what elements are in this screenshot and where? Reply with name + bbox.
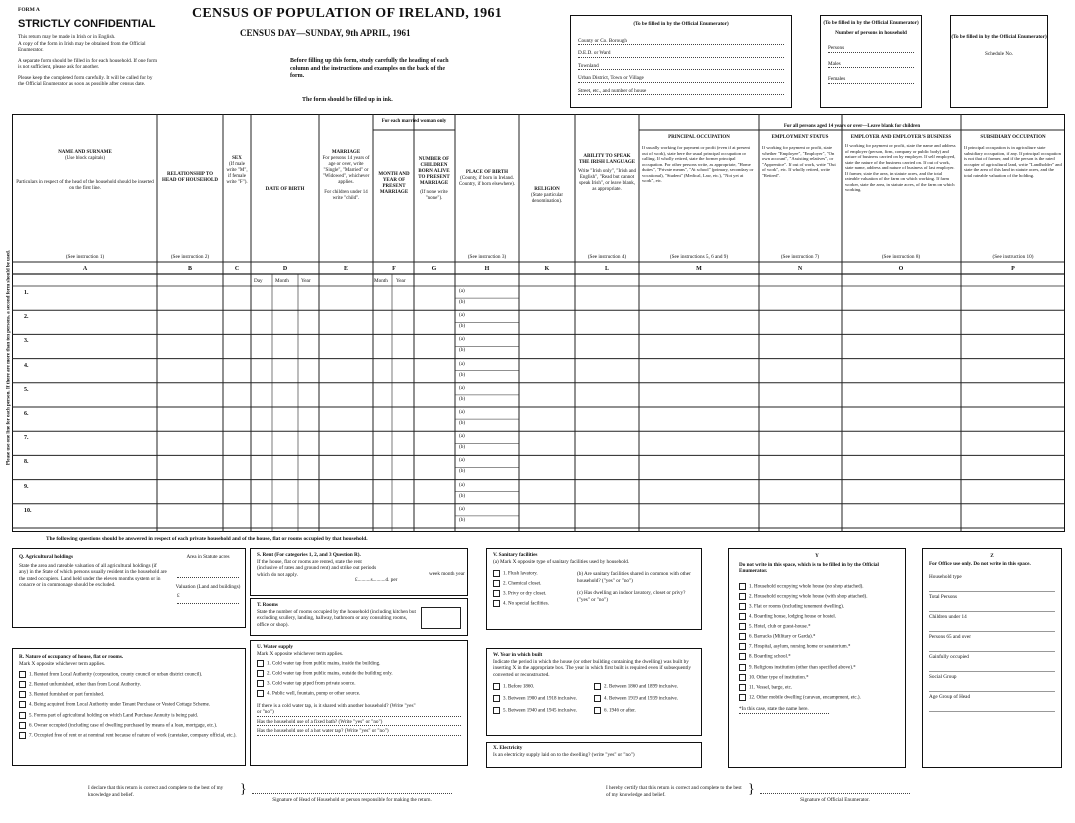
row-a-label: (a) [459, 409, 465, 415]
u-title: U. Water supply [257, 644, 293, 650]
r-option[interactable] [19, 712, 239, 720]
option-label: 4. Public well, fountain, pump or other source. [267, 692, 361, 698]
persons14-header: For all persons aged 14 years or over—Leave blank for children [783, 124, 921, 129]
row-b-label: (b) [459, 347, 466, 354]
col-title: NUMBER OF CHILDREN BORN ALIVE TO PRESENT MARRIAGE [418, 157, 450, 186]
d-month: Month [275, 278, 289, 284]
bracket-right: } [748, 782, 755, 797]
col-title: MARRIAGE [331, 150, 361, 155]
y-option[interactable] [739, 653, 895, 661]
ink-note: The form should be filled up in ink. [302, 97, 393, 103]
checkbox[interactable] [594, 695, 601, 702]
w-text: Indicate the period in which the house (or other building containing the dwelling) was built by inserting X in the appropriate box. The year in which first built is required even if subsequently converted or reconstructed. [493, 658, 691, 678]
col-sub: For persons 14 years of age or over, write "Single", "Married" or "Widowed", whichever applies. [322, 156, 370, 185]
q-text: State the area and rateable valuation of all agricultural holdings (if any) in the State of which persons usually resident in the household are the rated occupiers. Land held under the eleven months system or in conacre or in commonage should be excluded. [19, 562, 167, 588]
col-header-a [14, 148, 156, 194]
col-title: ABILITY TO SPEAK THE IRISH LANGUAGE [578, 154, 636, 165]
option-label: 4. Boarding house, lodging house or hostel. [749, 614, 837, 620]
y-sub: Do not write in this space, which is to be filled in by the Official Enumerator. [739, 561, 879, 574]
x-text[interactable]: Is an electricity supply laid on to the dwelling? (write "yes" or "no") [493, 751, 635, 758]
checkbox[interactable] [19, 732, 26, 739]
col-header-b [158, 170, 222, 186]
z-sub: For Office use only. Do not write in this space. [929, 560, 1031, 567]
s-amount[interactable]: £..........s..........d. per [355, 577, 398, 583]
checkbox[interactable] [739, 664, 746, 671]
y-items [729, 577, 905, 703]
checkbox[interactable] [257, 660, 264, 667]
row-a-label: (a) [459, 481, 465, 488]
col-letter-b: B [187, 266, 192, 272]
checkbox[interactable] [493, 580, 500, 587]
y-title: Y [815, 553, 819, 559]
col-header-n [760, 133, 840, 180]
col-sub: (Use block capitals) [65, 156, 105, 161]
option-label: 1. Household occupying whole house (no shop attached). [749, 584, 864, 590]
z-title: Z [990, 553, 994, 559]
t-title: T. Rooms [257, 602, 278, 608]
row-b-label: (b) [459, 444, 466, 451]
col-title: PRINCIPAL OCCUPATION [668, 135, 730, 140]
v-items [493, 568, 573, 611]
question-q [12, 548, 246, 628]
w-option[interactable] [594, 683, 695, 691]
q-area-label: Area in Statute acres [186, 554, 230, 560]
q-valuation-label: Valuation (Land and buildings) [175, 583, 241, 590]
field-label: County or Co. Borough [578, 37, 627, 44]
q-area-input[interactable] [177, 567, 239, 578]
col-title: SEX [232, 156, 242, 161]
row-number: 1. [24, 290, 29, 296]
v-title: V. Sanitary facilities [493, 552, 538, 558]
z-field[interactable]: Children under 14 [929, 612, 1055, 632]
question-v [486, 548, 702, 630]
col-sub: If working for payment or profit, state the name and address of employer (person, firm, company or public body) and nature of business carried on by employer. If self employed, state the nature of the business carried on. If out of work, state name, address and nature of business of last employer. If farmer, state the area, in statute acres, and the total rateable valuation of the farm on which working. If farm worker, state the area, in statute acres, of the farm on which working. [845, 143, 956, 192]
u-items [257, 660, 461, 699]
option-label: 9. Religious institution (other than specified above).* [749, 665, 856, 671]
u-option[interactable] [257, 690, 461, 698]
z-items [923, 568, 1061, 716]
question-y [728, 548, 906, 768]
u-q3[interactable]: Has the household use of a hot water tap? (Write "yes" or "no") [257, 728, 461, 736]
col-title: DATE OF BIRTH [265, 187, 305, 192]
checkbox[interactable] [493, 600, 500, 607]
option-label: 5. Between 1940 and 1945 inclusive. [503, 708, 578, 714]
col-letter-o: O [898, 266, 904, 272]
col-letter-m: M [696, 266, 702, 272]
page-title: CENSUS OF POPULATION OF IRELAND, 1961 [192, 6, 503, 21]
study-note: Before filling up this form, study carefully the heading of each column and the instructions and examples on the back of the form. [290, 58, 449, 79]
instr-l: (See instruction 4) [587, 254, 627, 260]
f-year: Year [396, 278, 406, 284]
schedule-box-title: (To be filled in by the Official Enumerator) [951, 34, 1047, 40]
col-note: For children under 14 write "child". [324, 190, 368, 201]
option-label: 7. Hospital, asylum, nursing home or sanatorium.* [749, 644, 851, 650]
col-note: Particulars in respect of the head of the household should be inserted on the first line. [16, 180, 154, 191]
row-b-label: (b) [459, 323, 466, 330]
row-number: 9. [24, 483, 29, 490]
checkbox[interactable] [739, 603, 746, 610]
option-label: 3. Cold water tap piped from private source. [267, 681, 356, 687]
row-b-label: (b) [459, 492, 466, 499]
field-label: D.E.D. or Ward [578, 50, 611, 56]
y-option[interactable] [739, 633, 895, 641]
r-title: R. Nature of occupancy of house, flat or rooms. [19, 654, 124, 660]
option-label: 5. Hotel, club or guest-house.* [749, 624, 811, 630]
col-title: EMPLOYER AND EMPLOYER'S BUSINESS [850, 135, 952, 140]
checkbox[interactable] [739, 643, 746, 650]
question-x [486, 742, 702, 768]
checkbox[interactable] [739, 694, 746, 701]
declaration-right: I hereby certify that this return is correct and complete to the best of my knowledge and belief. [606, 785, 742, 798]
y-option[interactable] [739, 613, 895, 621]
row-number: 4. [24, 362, 29, 369]
option-label: 1. Flush lavatory. [503, 571, 538, 577]
col-sub: (If none write "none"). [420, 190, 448, 201]
r-option[interactable] [19, 722, 239, 730]
col-header-g [415, 155, 453, 204]
t-text: State the number of rooms occupied by the household (including kitchen but excluding scullery, landing, hallway, bathroom or any consulting rooms, office or shop). [257, 608, 416, 628]
option-label: 2. Rented unfurnished, other than from Local Authority. [29, 682, 141, 688]
question-u [250, 640, 468, 766]
field-label: Females [828, 76, 846, 82]
option-label: 6. Barracks (Military or Garda).* [749, 634, 816, 640]
checkbox[interactable] [739, 583, 746, 590]
r-items [19, 671, 239, 740]
y-option[interactable] [739, 674, 895, 682]
y-option[interactable] [739, 593, 895, 601]
row-a-label: (a) [459, 360, 465, 367]
r-option[interactable] [19, 732, 239, 740]
checkbox[interactable] [739, 684, 746, 691]
option-label: 2. Chemical closet. [503, 581, 542, 587]
checkbox[interactable] [19, 701, 26, 708]
instr-h: (See instruction 3) [467, 254, 507, 260]
col-header-f [374, 170, 414, 198]
s-text: If the house, flat or rooms are rented, state the rent (inclusive of rates and ground rent) and strike out periods which do not apply. [257, 558, 377, 578]
col-letter-f: F [392, 266, 396, 272]
row-a-label: (a) [459, 288, 465, 294]
y-option[interactable] [739, 684, 895, 692]
y-option[interactable] [739, 623, 895, 631]
v-option[interactable] [493, 570, 573, 578]
col-sub: If principal occupation is in agriculture state subsidiary occupation, if any. If principal occupation is not that of farmer, and if the person is the rated occupier of agricultural land, write "Landholder" and state the area of this land in statute acres, and the total rateable valuation of the holding. [964, 145, 1062, 178]
row-b-label: (b) [459, 420, 466, 426]
u-option[interactable] [257, 680, 461, 688]
checkbox[interactable] [739, 593, 746, 600]
col-letter-k: K [544, 266, 550, 272]
u-option[interactable] [257, 660, 461, 668]
z-field[interactable]: Total Persons [929, 592, 1055, 612]
intro-line: A separate form should be filled in for each household. If one form is not sufficient, please ask for another. [18, 57, 158, 70]
v-option[interactable] [493, 580, 573, 588]
col-letter-d: D [282, 266, 288, 272]
q-valuation-input[interactable] [177, 593, 239, 604]
field-label: Urban District, Town or Village [578, 75, 644, 81]
d-year: Year [301, 278, 311, 284]
u-sub: Mark X opposite whichever term applies. [257, 650, 344, 657]
col-sub: If usually working for payment or profit (even if at present out of work), state here the usual principal occupation or calling. If wholly retired, state the former principal occupation. For other persons write, as appropriate, "Home duties", "Private means", "At school" (primary, secondary or vocational), "Student" (Medical, Law, etc.), "Not yet at work", etc. [642, 145, 754, 183]
checkbox[interactable] [594, 707, 601, 714]
w-option[interactable] [493, 707, 594, 715]
v-c[interactable]: (c) Has dwelling an indoor lavatory, closet or privy? ("yes" or "no") [577, 590, 686, 603]
checkbox[interactable] [19, 722, 26, 729]
option-label: 2. Between 1860 and 1899 inclusive. [604, 684, 679, 690]
option-label: 4. Between 1919 and 1939 inclusive. [604, 696, 679, 702]
col-header-p [962, 133, 1064, 180]
col-title: RELIGION [534, 187, 560, 192]
col-title: NAME AND SURNAME [58, 150, 112, 155]
checkbox[interactable] [594, 683, 601, 690]
row-b-label: (b) [459, 371, 466, 378]
question-w [486, 648, 702, 736]
col-header-d [252, 185, 318, 195]
persons-box-subtitle: Number of persons in household [835, 29, 907, 36]
col-title: EMPLOYMENT STATUS [771, 135, 829, 140]
field-label: Persons [828, 45, 845, 51]
z-field[interactable]: Gainfully occupied [929, 652, 1055, 672]
y-foot[interactable]: *In this case, state the name here. [739, 706, 829, 714]
col-title: RELATIONSHIP TO HEAD OF HOUSEHOLD [162, 172, 218, 183]
census-day: CENSUS DAY—SUNDAY, 9th APRIL, 1961 [240, 28, 411, 38]
option-label: 4. No special facilities. [503, 602, 549, 608]
persons-box-title: (To be filled in by the Official Enumerator) [823, 20, 919, 26]
u-option[interactable] [257, 670, 461, 678]
y-option[interactable] [739, 664, 895, 672]
option-label: 3. Flat or rooms (including tenement dwelling). [749, 604, 844, 610]
col-letter-c: C [234, 266, 240, 272]
option-label: 1. Rented from Local Authority (corporation, county council or urban district council). [29, 672, 203, 678]
enumerator-box-title: (To be filled in by the Official Enumerator) [633, 21, 729, 27]
y-option[interactable] [739, 694, 895, 702]
r-option[interactable] [19, 701, 239, 709]
s-periods[interactable]: week month year [429, 571, 465, 577]
col-header-l [576, 152, 638, 195]
checkbox[interactable] [19, 691, 26, 698]
row-b-label: (b) [459, 395, 466, 402]
col-letter-e: E [343, 266, 348, 272]
row-number: 5. [24, 386, 29, 393]
checkbox[interactable] [739, 613, 746, 620]
row-a-label: (a) [459, 312, 465, 319]
option-label: 3. Between 1900 and 1918 inclusive. [503, 696, 578, 702]
checkbox[interactable] [739, 653, 746, 660]
checkbox[interactable] [493, 683, 500, 690]
field-label: Street, etc., and number of house [578, 87, 647, 94]
u-q2[interactable]: Has the household use of a fixed bath? (Write "yes" or "no") [257, 719, 461, 727]
option-label: 3. Privy or dry closet. [503, 591, 547, 597]
intro-line: A copy of the form in Irish may be obtained from the Official Enumerator. [18, 40, 146, 53]
t-input[interactable] [421, 607, 461, 629]
y-option[interactable] [739, 603, 895, 611]
option-label: 6. Owner occupied (including case of dwelling purchased by means of a loan, mortgage, etc.). [29, 723, 218, 729]
option-label: 2. Household occupying whole house (with shop attached). [749, 594, 868, 600]
z-field[interactable]: Social Group [929, 672, 1055, 692]
signature-enumerator-field[interactable] [760, 792, 910, 794]
w-title: W. Year in which built [493, 652, 543, 658]
checkbox[interactable] [739, 623, 746, 630]
option-label: 5. Forms part of agricultural holding on which Land Purchase Annuity is being paid. [29, 713, 198, 719]
option-label: 1. Before 1860. [503, 684, 535, 690]
z-field[interactable]: Household type [929, 572, 1055, 592]
s-title: S. Rent (For categories 1, 2, and 3 Question R). [257, 552, 361, 558]
intro-line: Please keep the completed form carefully. It will be called for by the Official Enumerator as soon as possible after census date. [18, 74, 153, 87]
signature-enumerator-label: Signature of Official Enumerator. [800, 797, 870, 803]
r-option[interactable] [19, 691, 239, 699]
d-day: Day [254, 278, 263, 284]
r-option[interactable] [19, 681, 239, 689]
col-header-e [320, 148, 372, 204]
row-number: 10. [24, 507, 32, 514]
col-sub: Write "Irish only", "Irish and English", "Read but cannot speak Irish", or leave blank, as appropriate. [578, 169, 636, 192]
row-a-label: (a) [459, 336, 465, 343]
checkbox[interactable] [493, 707, 500, 714]
option-label: 2. Cold water tap from public mains, outside the building only. [267, 671, 393, 677]
v-option[interactable] [493, 590, 573, 598]
col-title: MONTH AND YEAR OF PRESENT MARRIAGE [378, 172, 410, 195]
checkbox[interactable] [257, 690, 264, 697]
row-number: 2. [24, 314, 29, 321]
schedule-no-label[interactable]: Schedule No. [985, 50, 1013, 57]
col-title: PLACE OF BIRTH [465, 170, 509, 175]
r-sub: Mark X opposite whichever term applies. [19, 660, 106, 667]
option-label: 7. Occupied free of rent or at nominal rent because of nature of work (caretaker, company official, etc.). [29, 733, 237, 739]
col-header-o [843, 133, 959, 195]
option-label: 3. Rented furnished or part furnished. [29, 692, 105, 698]
checkbox[interactable] [19, 681, 26, 688]
checkbox[interactable] [493, 570, 500, 577]
col-header-c [224, 155, 250, 187]
col-title: SUBSIDIARY OCCUPATION [980, 135, 1046, 140]
option-label: 1. Cold water tap from public mains, inside the building. [267, 661, 381, 667]
row-b-label: (b) [459, 516, 466, 523]
row-b-label: (b) [459, 468, 466, 475]
married-women-header: For each married woman only [381, 119, 447, 124]
instr-m: (See instructions 5, 6 and 9) [669, 254, 729, 260]
option-label: 4. Being acquired from Local Authority under Tenant Purchase or Vested Cottage Scheme. [29, 703, 211, 709]
field-label: Townland [578, 62, 599, 69]
option-label: 10. Other type of institution.* [749, 675, 809, 681]
option-label: 12. Other mobile dwelling (caravan, encampment, etc.). [749, 695, 861, 701]
question-r [12, 648, 246, 766]
f-month: Month [374, 278, 388, 284]
pound-sign: £ [177, 593, 180, 599]
row-a-label: (a) [459, 384, 465, 391]
v-option[interactable] [493, 600, 573, 608]
r-option[interactable] [19, 671, 239, 679]
w-option[interactable] [594, 695, 695, 703]
w-option[interactable] [493, 683, 594, 691]
checkbox[interactable] [257, 670, 264, 677]
row-number: 6. [24, 411, 29, 417]
row-number: 3. [24, 338, 29, 345]
col-header-m [640, 133, 758, 186]
intro-line: This return may be made in Irish or in English. [18, 34, 116, 40]
col-letter-p: P [1011, 266, 1015, 272]
checkbox[interactable] [19, 712, 26, 719]
u-q1[interactable]: If there is a cold water tap, is it shared with another household? (Write "yes" or "no") [257, 703, 461, 717]
checkbox[interactable] [19, 671, 26, 678]
v-sub: (a) Mark X opposite type of sanitary facilities used by household. [493, 558, 630, 565]
instr-o: (See instruction 8) [881, 254, 921, 260]
w-option[interactable] [493, 695, 594, 703]
option-label: 8. Boarding school.* [749, 655, 791, 661]
option-label: 11. Vessel, barge, etc. [749, 685, 793, 691]
row-b-label: (b) [459, 299, 466, 305]
col-letter-g: G [431, 266, 437, 272]
questions-intro: The following questions should be answered in respect of each private household and of the house, flat or rooms occupied by that household. [46, 536, 368, 542]
question-z [922, 548, 1062, 768]
col-sub: (If male write "M", if female write "F"). [226, 162, 248, 185]
instr-n: (See instruction 7) [780, 254, 820, 260]
confidential-heading: STRICTLY CONFIDENTIAL [18, 18, 156, 30]
row-a-label: (a) [459, 457, 465, 464]
col-letter-a: A [82, 266, 88, 272]
checkbox[interactable] [493, 590, 500, 597]
col-header-k [520, 185, 574, 207]
z-field[interactable]: Persons 65 and over [929, 632, 1055, 652]
signature-head-field[interactable] [252, 792, 452, 794]
checkbox[interactable] [257, 680, 264, 687]
col-letter-n: N [797, 266, 803, 272]
declaration-left: I declare that this return is correct and complete to the best of my knowledge and belief. [88, 785, 224, 798]
instr-p: (See instruction 10) [992, 254, 1034, 260]
question-t [250, 598, 468, 636]
signature-head-label: Signature of Head of Household or person responsible for making the return. [272, 797, 432, 803]
row-number: 7. [24, 435, 29, 442]
checkbox[interactable] [739, 633, 746, 640]
form-label: FORM A [18, 7, 40, 13]
col-letter-l: L [604, 266, 609, 272]
w-option[interactable] [594, 707, 695, 715]
col-sub: (County, if born in Ireland. Country, if born elsewhere). [458, 176, 516, 187]
field-label: Males [828, 60, 841, 67]
instr-a: (See instruction 1) [65, 254, 105, 260]
bracket-left: } [240, 782, 247, 797]
col-letter-h: H [484, 266, 490, 272]
row-a-label: (a) [459, 433, 465, 440]
col-header-h [456, 168, 518, 190]
row-a-label: (a) [459, 505, 465, 512]
v-b[interactable]: (b) Are sanitary facilities shared in common with other household? ("yes" or "no") [577, 571, 691, 584]
option-label: 6. 1946 or after. [604, 708, 636, 714]
row-number: 8. [24, 459, 29, 466]
instr-b: (See instruction 2) [170, 254, 210, 260]
col-sub: If working for payment or profit, state whether "Employee", "Employer", "On own account", "Assisting relatives", or "Apprentice". If out of work, write "Out of work", etc. If wholly retired, write "Retired". [762, 145, 836, 178]
checkbox[interactable] [739, 674, 746, 681]
z-field[interactable]: Age Group of Head [929, 692, 1055, 712]
col-sub: (State particular denomination). [530, 193, 564, 204]
checkbox[interactable] [493, 695, 500, 702]
side-note: Please use one line for each person. If there are more than ten persons, a second form should be used. [6, 249, 12, 466]
y-option[interactable] [739, 583, 895, 591]
y-option[interactable] [739, 643, 895, 651]
w-items [493, 681, 695, 717]
q-title: Q. Agricultural holdings [19, 554, 74, 560]
x-title: X. Electricity [493, 745, 523, 751]
question-s [250, 548, 468, 596]
